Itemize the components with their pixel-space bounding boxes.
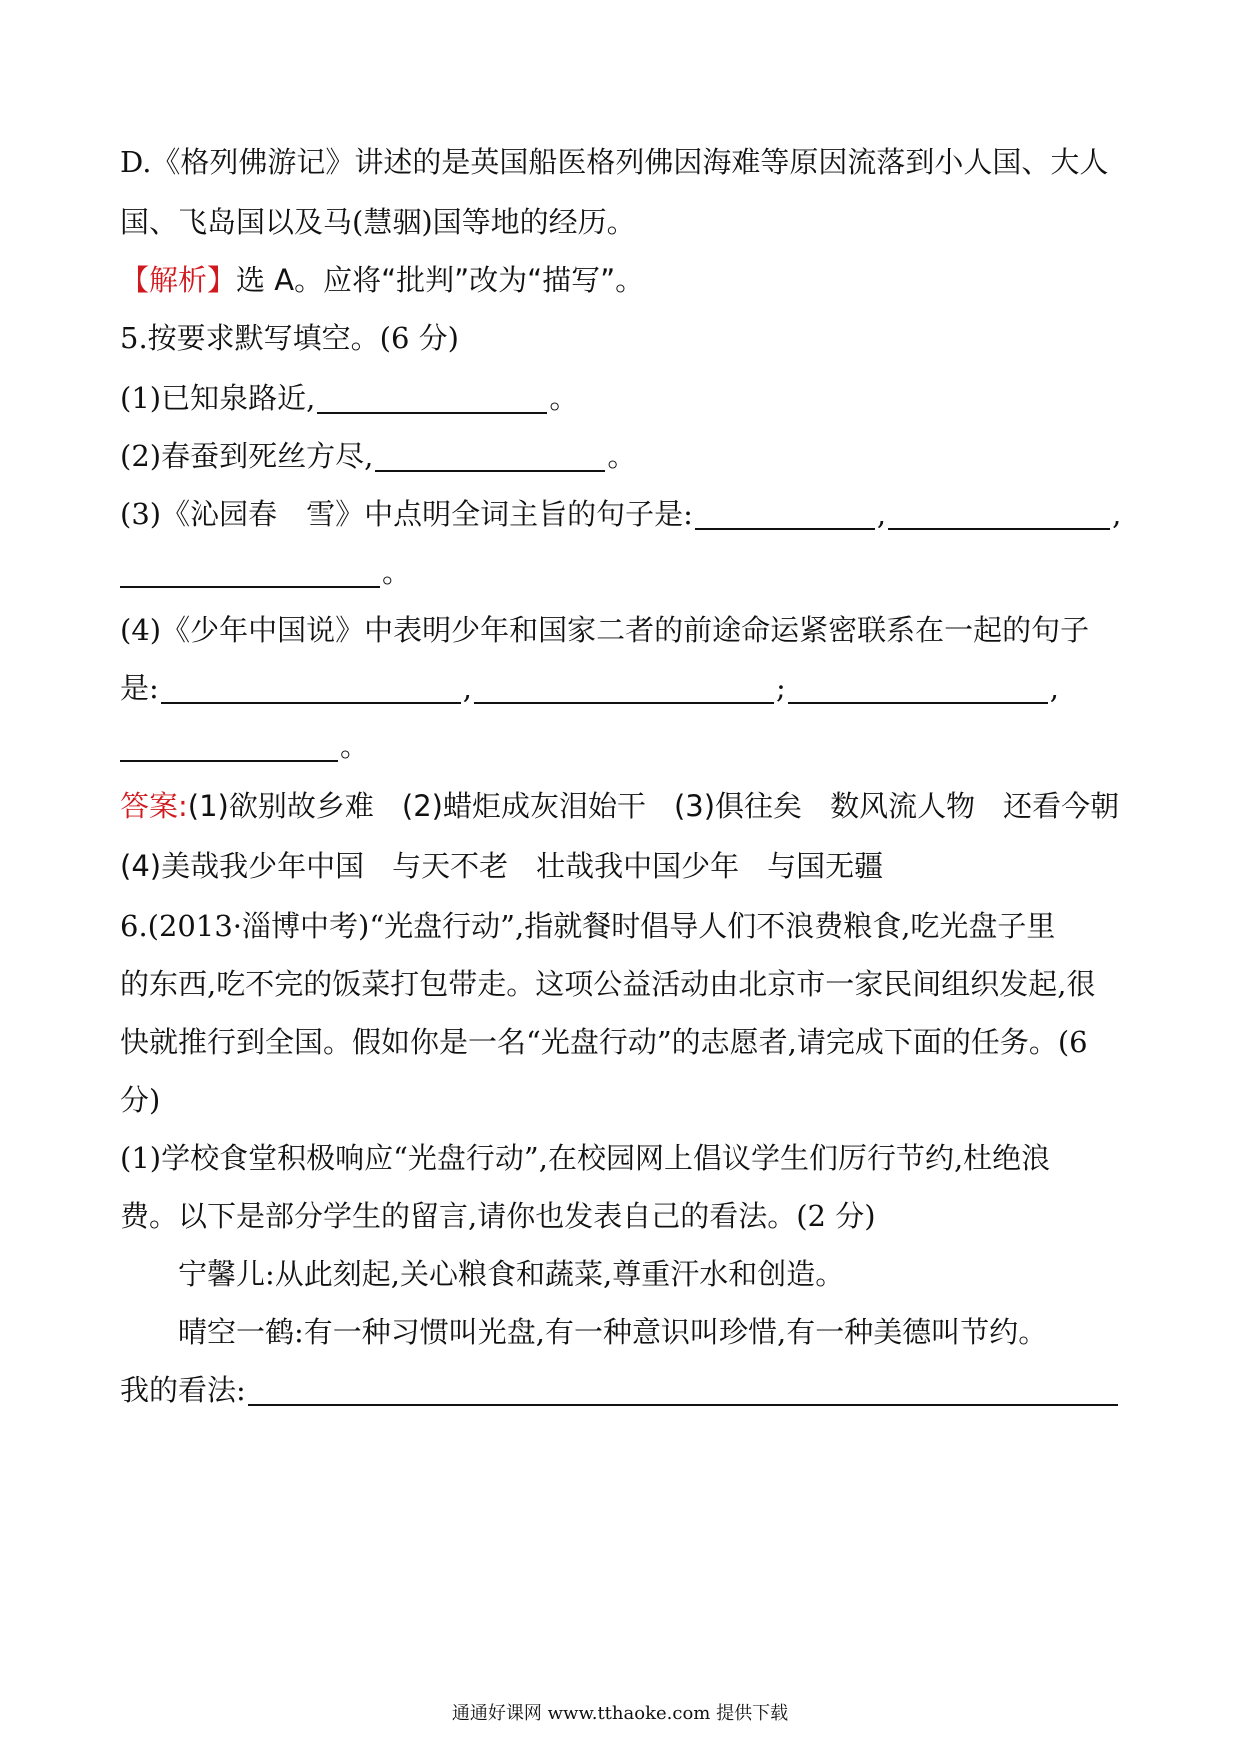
q5-item-4-blank-2[interactable] [474,672,774,704]
q6-quote-2: 晴空一鹤:有一种习惯叫光盘,有一种意识叫珍惜,有一种美德叫节约。 [178,1315,1048,1349]
my-view-label: 我的看法: [120,1373,246,1407]
q5-item-3-comma-1: , [876,497,887,531]
q5-item-2-blank[interactable] [375,440,605,472]
q5-item-4-line-2 [120,668,1130,708]
q6-sub1-line-2: 费。以下是部分学生的留言,请你也发表自己的看法。(2 分) [120,1199,876,1233]
q6-line-4: 分) [120,1083,161,1117]
q5-item-4-blank-1[interactable] [161,672,461,704]
footer-credit: 通通好课网 www.tthaoke.com 提供下载 [451,1703,789,1724]
option-d-line-2: 国、飞岛国以及马(慧骃)国等地的经历。 [120,205,636,239]
q5-item-3-blank-1[interactable] [695,498,875,530]
q5-item-4-period: 。 [340,729,370,763]
q5-item-3-blank-2[interactable] [888,498,1110,530]
analysis-tag: 【解析】 [120,263,237,297]
q6-quote-1: 宁馨儿:从此刻起,关心粮食和蔬菜,尊重汗水和创造。 [178,1257,845,1291]
answer-part: (1)欲别故乡难 [187,789,374,823]
q5-item-4-comma-2: , [1049,671,1059,705]
q5-item-3-comma-2: , [1112,497,1122,531]
q5-item-4-blank-3[interactable] [788,672,1048,704]
answer-line-1 [120,786,1130,826]
q5-item-1-blank[interactable] [317,382,547,414]
q6-line-1: 6.(2013·淄博中考)“光盘行动”,指就餐时倡导人们不浪费粮食,吃光盘子里 [120,909,1056,943]
q5-title: 5.按要求默写填空。(6 分) [120,321,459,355]
q5-item-4-comma-1: , [462,671,472,705]
answer-part: 壮哉我中国少年 [536,849,740,883]
answer-part: (4)美哉我少年中国 [120,849,365,883]
answer-part: 数风流人物 [830,789,976,823]
q5-item-3-blank-3[interactable] [120,556,380,588]
q5-item-2 [120,436,1130,476]
answer-part: (3)俱往矣 [673,789,803,823]
q5-item-1 [120,378,1130,418]
q6-line-3: 快就推行到全国。假如你是一名“光盘行动”的志愿者,请完成下面的任务。(6 [120,1025,1088,1059]
analysis-line [120,260,1130,300]
q5-item-1-period: 。 [549,381,579,415]
q5-item-4-blank-4[interactable] [120,730,338,762]
q5-item-3-cont [120,552,1130,592]
answer-line-2 [120,846,1130,886]
answer-part: 与天不老 [392,849,509,883]
q5-item-1-text: (1)已知泉路近, [120,381,316,415]
my-view-blank[interactable] [248,1374,1118,1406]
q6-line-2: 的东西,吃不完的饭菜打包带走。这项公益活动由北京市一家民间组织发起,很 [120,967,1096,1001]
q5-item-4-semicolon: ; [776,671,786,705]
answer-part: 还看今朝 [1003,789,1120,823]
q5-item-4-prefix: 是: [120,671,159,705]
q5-item-3 [120,494,1130,534]
answer-tag: 答案: [120,789,188,823]
q6-my-view [120,1370,1130,1410]
answer-part: 与国无疆 [767,849,884,883]
q5-item-2-text: (2)春蚕到死丝方尽, [120,439,374,473]
option-d-line-1: D.《格列佛游记》讲述的是英国船医格列佛因海难等原因流落到小人国、大人 [120,145,1109,179]
q5-item-3-text: (3)《沁园春 雪》中点明全词主旨的句子是: [120,497,693,531]
q6-sub1-line-1: (1)学校食堂积极响应“光盘行动”,在校园网上倡议学生们厉行节约,杜绝浪 [120,1141,1051,1175]
q5-item-4-line-3 [120,726,1130,766]
answer-part: (2)蜡炬成灰泪始干 [401,789,646,823]
q5-item-4-line-1: (4)《少年中国说》中表明少年和国家二者的前途命运紧密联系在一起的句子 [120,613,1090,647]
q5-item-2-period: 。 [607,439,637,473]
analysis-text: 选 A。应将“批判”改为“描写”。 [236,263,645,297]
q5-item-3-period: 。 [382,555,412,589]
